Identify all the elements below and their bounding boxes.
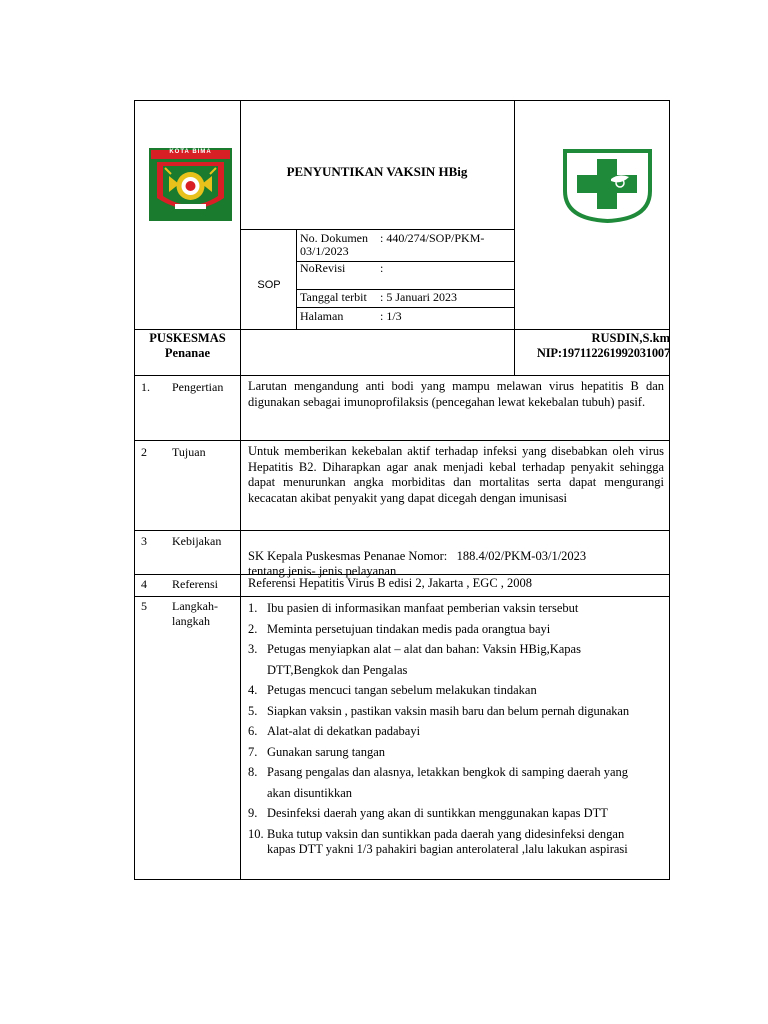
section-text-tujuan: Untuk memberikan kekebalan aktif terhadap infeksi yang disebabkan oleh virus Hepatitis B2. Diharapkan agar anak menjadi kebal terhadap penyakit sehingga dapat menurunkan angka morbiditas dan mortalitas serta dapat mengurangi kecacatan akibat penyakit yang dapat dicegah dengan imunisasi (248, 444, 664, 505)
step-number: 10. (248, 826, 264, 841)
step-item (248, 762, 668, 803)
meta-row-revision (300, 262, 383, 275)
section-number: 5 (141, 599, 147, 613)
section-label-tujuan: Tujuan (172, 445, 206, 459)
kebijakan-line-1: SK Kepala Puskesmas Penanae Nomor: 188.4/02/PKM-03/1/2023 (248, 548, 587, 563)
section-divider-5 (134, 596, 670, 597)
kota-bima-emblem-icon (149, 148, 232, 221)
meta-divider-3 (296, 307, 514, 308)
column-divider-left (240, 100, 241, 880)
meta-value: : 1/3 (380, 309, 402, 323)
meta-key: No. Dokumen (300, 231, 368, 245)
section-label-langkah (172, 599, 218, 629)
step-number: 4. (248, 683, 258, 697)
step-number: 8. (248, 765, 258, 779)
puskesmas-logo (559, 147, 656, 224)
meta-key: NoRevisi (300, 261, 346, 275)
step-item (248, 598, 668, 619)
step-text-continued: kapas DTT yakni 1/3 pahakiri bagian anterolateral ,lalu lakukan aspirasi (267, 841, 628, 856)
meta-row-page (300, 310, 402, 323)
meta-value: : (380, 261, 384, 275)
section-text-pengertian: Larutan mengandung anti bodi yang mampu melawan virus hepatitis B dan digunakan sebagai imunoprofilaksis (pencegahan lewat kekebalan tubuh) pasif. (248, 379, 664, 409)
step-text: Meminta persetujuan tindakan medis pada orangtua bayi (267, 621, 551, 636)
step-text: Siapkan vaksin , pastikan vaksin masih baru dan belum pernah digunakan (267, 703, 630, 718)
meta-row-issue-date (300, 291, 457, 304)
step-item (248, 680, 668, 701)
step-item (248, 639, 668, 680)
organization-line-2: Penanae (164, 346, 211, 360)
step-text-continued: DTT,Bengkok dan Pengalas (267, 662, 408, 677)
step-number: 2. (248, 621, 258, 636)
section-divider-2 (134, 440, 670, 441)
step-text: Gunakan sarung tangan (267, 744, 386, 759)
step-item (248, 721, 668, 742)
meta-key: Tanggal terbit (300, 290, 367, 304)
step-text: Buka tutup vaksin dan suntikkan pada daerah yang didesinfeksi dengan (267, 826, 625, 841)
health-cross-icon (559, 147, 656, 224)
logo-caption: KOTA BIMA (169, 149, 212, 155)
langkah-label-line-1: Langkah- (172, 599, 218, 613)
section-text-referensi: Referensi Hepatitis Virus B edisi 2, Jakarta , EGC , 2008 (248, 576, 533, 590)
signatory-nip: NIP:197112261992031007 (536, 346, 670, 360)
signatory-name: RUSDIN,S.km (591, 331, 670, 345)
section-label-pengertian: Pengertian (172, 380, 224, 394)
langkah-label-line-2: langkah (172, 614, 210, 628)
step-text-continued: akan disuntikkan (267, 785, 353, 800)
step-text: Alat-alat di dekatkan padabayi (267, 724, 421, 738)
step-number: 5. (248, 703, 258, 718)
organization-line-1: PUSKESMAS (149, 331, 226, 345)
section-number: 3 (141, 534, 147, 548)
step-number: 1. (248, 601, 258, 615)
step-text: Ibu pasien di informasikan manfaat pemberian vaksin tersebut (267, 601, 579, 615)
step-number: 3. (248, 642, 258, 656)
section-divider-1 (134, 375, 670, 376)
section-number: 4 (141, 577, 147, 591)
section-label-referensi: Referensi (172, 577, 218, 591)
header-divider (134, 329, 670, 330)
procedure-steps (248, 598, 668, 859)
organization-name (135, 331, 240, 361)
step-item (248, 824, 668, 859)
signatory (515, 331, 670, 361)
section-label-kebijakan: Kebijakan (172, 534, 222, 548)
meta-key: Halaman (300, 309, 344, 323)
section-number: 1. (141, 380, 150, 394)
step-number: 6. (248, 724, 258, 738)
kebijakan-line-2: tentang jenis- jenis pelayanan (248, 564, 397, 578)
meta-value: : 440/274/SOP/PKM- (380, 231, 485, 245)
step-item (248, 742, 668, 763)
column-divider-right (514, 100, 515, 329)
step-item (248, 803, 668, 824)
step-number: 7. (248, 744, 258, 759)
section-divider-3 (134, 530, 670, 531)
section-number: 2 (141, 445, 147, 459)
step-text: Petugas mencuci tangan sebelum melakukan tindakan (267, 683, 537, 697)
sop-label: SOP (257, 279, 281, 291)
step-text: Petugas menyiapkan alat – alat dan bahan: Vaksin HBig,Kapas (267, 642, 581, 656)
step-item (248, 701, 668, 722)
meta-value: : 5 Januari 2023 (380, 290, 457, 304)
step-number: 9. (248, 806, 258, 820)
step-item (248, 619, 668, 640)
meta-row-document-number (300, 232, 484, 258)
title-divider (240, 229, 514, 230)
section-text-kebijakan (248, 533, 664, 580)
kota-bima-logo (149, 148, 232, 221)
step-text: Desinfeksi daerah yang akan di suntikkan menggunakan kapas DTT (267, 806, 608, 820)
step-text: Pasang pengalas dan alasnya, letakkan bengkok di samping daerah yang (267, 765, 628, 779)
document-title: PENYUNTIKAN VAKSIN HBig (286, 164, 468, 179)
meta-value-continued: 03/1/2023 (300, 244, 349, 258)
